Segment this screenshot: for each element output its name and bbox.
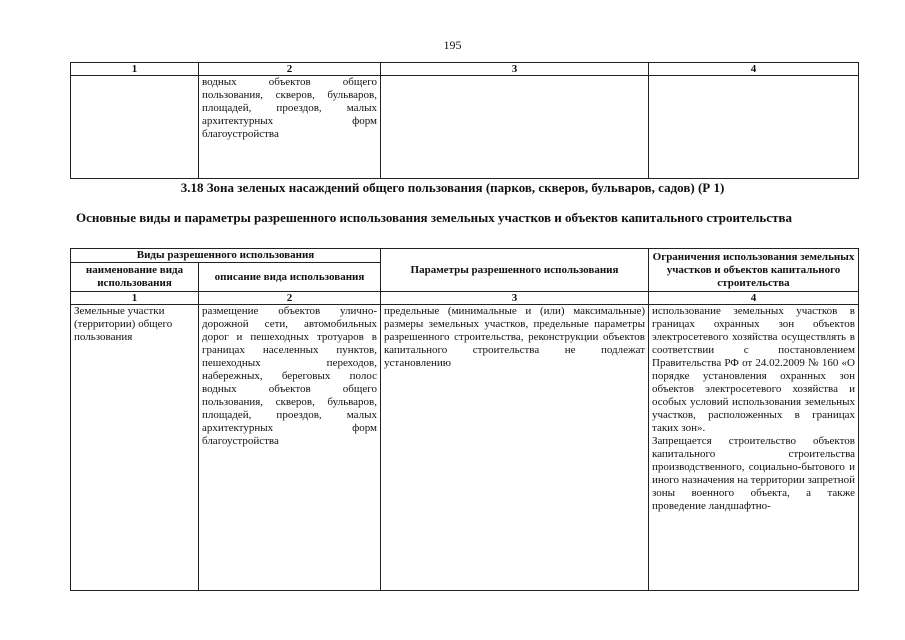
section-subtitle: Основные виды и параметры разрешенного использования земельных участков и объектов капитального строительства <box>76 210 792 225</box>
column-number: 2 <box>199 63 381 76</box>
column-number: 3 <box>381 292 649 305</box>
use-description-cell: размещение объектов улично-дорожной сети, автомобильных дорог и пешеходных тротуаров в границах населенных пунктов, пешеходных переходов, набережных, береговых полос водных объектов общего пользования, скверов, бульваров, площадей, проездов, малых архитектурных форм благоустройства <box>199 305 381 591</box>
table-cell: водных объектов общего пользования, скверов, бульваров, площадей, проездов, малых архитектурных форм благоустройства <box>199 76 381 179</box>
table-cell <box>71 76 199 179</box>
header-params: Параметры разрешенного использования <box>381 249 649 292</box>
page-number: 195 <box>443 38 462 52</box>
header-group: Виды разрешенного использования <box>71 249 381 263</box>
use-name-cell: Земельные участки (территории) общего пользования <box>71 305 199 591</box>
column-number: 1 <box>71 292 199 305</box>
table-cell <box>649 76 859 179</box>
continuation-table <box>70 62 859 179</box>
table-cell <box>381 76 649 179</box>
column-number: 4 <box>649 292 859 305</box>
header-row <box>71 249 859 263</box>
header-description: описание вида использования <box>199 263 381 292</box>
column-number: 2 <box>199 292 381 305</box>
permitted-use-table <box>70 248 859 591</box>
section-title: 3.18 Зона зеленых насаждений общего пользования (парков, скверов, бульваров, садов) (Р 1) <box>180 180 725 195</box>
column-number: 1 <box>71 63 199 76</box>
column-number-row <box>71 292 859 305</box>
header-name: наименование вида использования <box>71 263 199 292</box>
column-number-row <box>71 63 859 76</box>
column-number: 4 <box>649 63 859 76</box>
column-number: 3 <box>381 63 649 76</box>
use-limits-cell <box>649 305 859 591</box>
use-params-cell: предельные (минимальные и (или) максимальные) размеры земельных участков, предельные параметры разрешенного строительства, реконструкции объектов капитального строительства не подлежат установлению <box>381 305 649 591</box>
table-row <box>71 76 859 179</box>
limits-paragraph: использование земельных участков в границах охранных зон объектов электросетевого хозяйства осуществлять в соответствии с постановлением Правительства РФ от 24.02.2009 № 160 «О порядке установления охранных зон объектов электросетевого хозяйства и особых условий использования земельных участков, расположенных в границах таких зон». <box>652 305 855 434</box>
table-row <box>71 305 859 591</box>
header-limits: Ограничения использования земельных участков и объектов капитального строительства <box>649 249 859 292</box>
limits-paragraph: Запрещается строительство объектов капитального строительства производственного, социально-бытового и иного назначения на территории запретной зоны военного объекта, а также проведение ландшафтно- <box>652 435 855 512</box>
